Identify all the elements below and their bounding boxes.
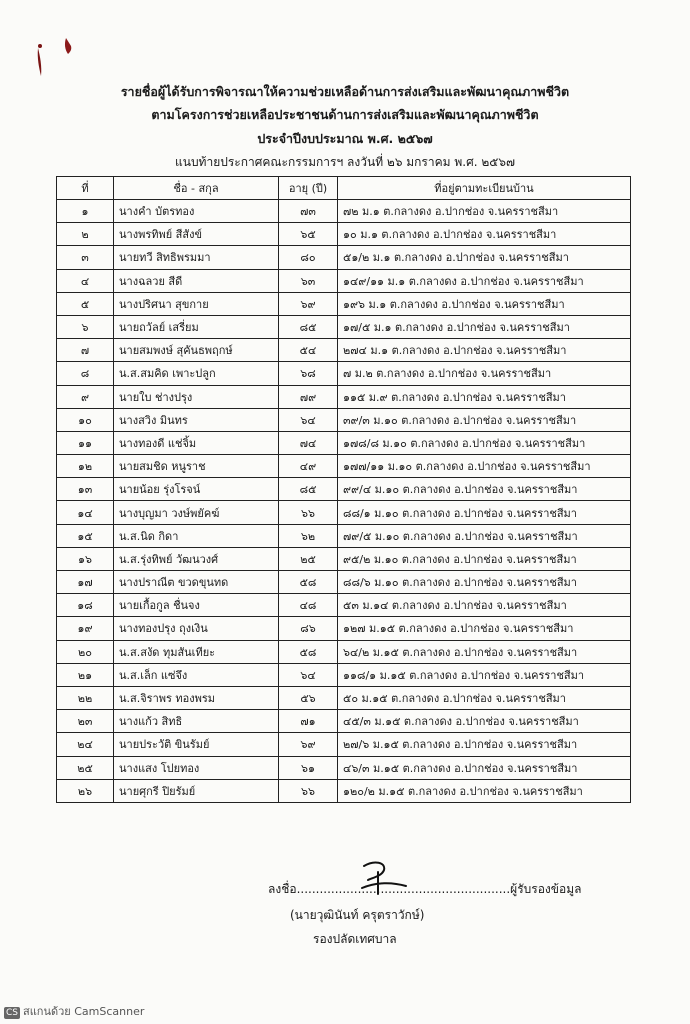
person-name: นางคำ บัตรทอง — [114, 200, 279, 223]
signer-position: รองปลัดเทศบาล — [313, 932, 397, 946]
person-age: ๘๕ — [279, 315, 338, 338]
row-number: ๘ — [57, 362, 114, 385]
person-name: นายประวัติ ขินรัมย์ — [114, 733, 279, 756]
person-address: ๑๗๘/๘ ม.๑๐ ต.กลางดง อ.ปากช่อง จ.นครราชสีมา — [338, 431, 631, 454]
table-row — [57, 594, 631, 617]
person-name: นายใบ ช่างปรุง — [114, 385, 279, 408]
person-age: ๖๖ — [279, 779, 338, 802]
person-address: ๙๙/๔ ม.๑๐ ต.กลางดง อ.ปากช่อง จ.นครราชสีมา — [338, 478, 631, 501]
table-row — [57, 571, 631, 594]
table-row — [57, 385, 631, 408]
person-age: ๘๖ — [279, 617, 338, 640]
table-row — [57, 733, 631, 756]
table-row — [57, 223, 631, 246]
row-number: ๑๖ — [57, 547, 114, 570]
row-number: ๑๙ — [57, 617, 114, 640]
person-age: ๖๘ — [279, 362, 338, 385]
person-address: ๑๔๙/๑๑ ม.๑ ต.กลางดง อ.ปากช่อง จ.นครราชสีมา — [338, 269, 631, 292]
row-number: ๒๑ — [57, 663, 114, 686]
row-number: ๑๔ — [57, 501, 114, 524]
person-age: ๗๙ — [279, 385, 338, 408]
person-age: ๔๙ — [279, 455, 338, 478]
person-name: นางแสง โปยทอง — [114, 756, 279, 779]
person-age: ๖๖ — [279, 501, 338, 524]
person-address: ๓๙/๓ ม.๑๐ ต.กลางดง อ.ปากช่อง จ.นครราชสีมา — [338, 408, 631, 431]
document-subtitle: ตามโครงการช่วยเหลือประชาชนด้านการส่งเสริมและพัฒนาคุณภาพชีวิต — [151, 107, 539, 122]
row-number: ๒๕ — [57, 756, 114, 779]
person-address: ๗๒ ม.๑ ต.กลางดง อ.ปากช่อง จ.นครราชสีมา — [338, 200, 631, 223]
row-number: ๒๐ — [57, 640, 114, 663]
column-header-age: อายุ (ปี) — [279, 177, 338, 200]
table-row — [57, 686, 631, 709]
beneficiary-table — [56, 176, 631, 803]
table-row — [57, 408, 631, 431]
table-row — [57, 315, 631, 338]
person-address: ๑๒๗ ม.๑๕ ต.กลางดง อ.ปากช่อง จ.นครราชสีมา — [338, 617, 631, 640]
table-row — [57, 478, 631, 501]
scanner-watermark-text: สแกนด้วย CamScanner — [23, 1005, 145, 1018]
row-number: ๒๒ — [57, 686, 114, 709]
attachment-note: แนบท้ายประกาศคณะกรรมการฯ ลงวันที่ ๒๖ มกราคม พ.ศ. ๒๕๖๗ — [175, 155, 515, 169]
row-number: ๑๐ — [57, 408, 114, 431]
table-row — [57, 640, 631, 663]
table-row — [57, 756, 631, 779]
person-age: ๗๔ — [279, 431, 338, 454]
table-row — [57, 339, 631, 362]
column-header-number: ที่ — [57, 177, 114, 200]
row-number: ๕ — [57, 292, 114, 315]
row-number: ๑๘ — [57, 594, 114, 617]
signer-name: (นายวุฒินันท์ ครุตราวักษ์) — [290, 908, 425, 922]
person-address: ๑๗/๕ ม.๑ ต.กลางดง อ.ปากช่อง จ.นครราชสีมา — [338, 315, 631, 338]
table-row — [57, 246, 631, 269]
row-number: ๒๔ — [57, 733, 114, 756]
person-address: ๑๐ ม.๑ ต.กลางดง อ.ปากช่อง จ.นครราชสีมา — [338, 223, 631, 246]
signature-line: ลงชื่อ........................................................ผู้รับรองข้อมูล — [268, 882, 582, 896]
person-name: นายเกื้อกูล ชื่นจง — [114, 594, 279, 617]
person-address: ๕๐ ม.๑๕ ต.กลางดง อ.ปากช่อง จ.นครราชสีมา — [338, 686, 631, 709]
person-address: ๘๘/๑ ม.๑๐ ต.กลางดง อ.ปากช่อง จ.นครราชสีมา — [338, 501, 631, 524]
person-name: นายถวัลย์ เสรี่ยม — [114, 315, 279, 338]
person-name: น.ส.สงัด ทุมสันเทียะ — [114, 640, 279, 663]
document-title: รายชื่อผู้ได้รับการพิจารณาให้ความช่วยเหลือด้านการส่งเสริมและพัฒนาคุณภาพชีวิต — [120, 84, 570, 99]
fiscal-year: ประจำปีงบประมาณ พ.ศ. ๒๕๖๗ — [257, 131, 433, 146]
table-row — [57, 362, 631, 385]
person-age: ๔๘ — [279, 594, 338, 617]
person-name: นางบุญมา วงษ์พยัคฆ์ — [114, 501, 279, 524]
table-row — [57, 431, 631, 454]
table-row — [57, 455, 631, 478]
person-address: ๘๘/๖ ม.๑๐ ต.กลางดง อ.ปากช่อง จ.นครราชสีมา — [338, 571, 631, 594]
column-header-address: ที่อยู่ตามทะเบียนบ้าน — [338, 177, 631, 200]
row-number: ๑๑ — [57, 431, 114, 454]
row-number: ๒๖ — [57, 779, 114, 802]
person-address: ๔๖/๓ ม.๑๕ ต.กลางดง อ.ปากช่อง จ.นครราชสีมา — [338, 756, 631, 779]
person-age: ๕๘ — [279, 571, 338, 594]
table-row — [57, 524, 631, 547]
person-name: นายทวี สิทธิพรมมา — [114, 246, 279, 269]
person-name: น.ส.รุ่งทิพย์ วัฒนวงศ์ — [114, 547, 279, 570]
person-name: นางทองดี แช่จิ้ม — [114, 431, 279, 454]
person-age: ๖๓ — [279, 269, 338, 292]
row-number: ๖ — [57, 315, 114, 338]
row-number: ๑๗ — [57, 571, 114, 594]
table-row — [57, 269, 631, 292]
person-age: ๘๐ — [279, 246, 338, 269]
person-name: นายสมพงษ์ สุคันธพฤกษ์ — [114, 339, 279, 362]
table-row — [57, 547, 631, 570]
person-address: ๑๙๖ ม.๑ ต.กลางดง อ.ปากช่อง จ.นครราชสีมา — [338, 292, 631, 315]
person-age: ๖๔ — [279, 408, 338, 431]
scanner-watermark — [4, 1002, 144, 1020]
person-address: ๕๑/๒ ม.๑ ต.กลางดง อ.ปากช่อง จ.นครราชสีมา — [338, 246, 631, 269]
person-age: ๕๘ — [279, 640, 338, 663]
person-name: นางแก้ว สิทธิ — [114, 710, 279, 733]
person-age: ๖๙ — [279, 292, 338, 315]
table-row — [57, 617, 631, 640]
person-name: นางทองปรุง ถุงเงิน — [114, 617, 279, 640]
person-age: ๖๕ — [279, 223, 338, 246]
row-number: ๗ — [57, 339, 114, 362]
table-row — [57, 779, 631, 802]
row-number: ๙ — [57, 385, 114, 408]
person-name: นางปราณีต ขวดขุนทด — [114, 571, 279, 594]
table-row — [57, 501, 631, 524]
row-number: ๑๒ — [57, 455, 114, 478]
person-address: ๒๗/๖ ม.๑๕ ต.กลางดง อ.ปากช่อง จ.นครราชสีมา — [338, 733, 631, 756]
row-number: ๑๕ — [57, 524, 114, 547]
table-row — [57, 663, 631, 686]
row-number: ๒ — [57, 223, 114, 246]
person-name: นางปริศนา สุขกาย — [114, 292, 279, 315]
person-name: น.ส.นิด กิดา — [114, 524, 279, 547]
person-name: น.ส.จิราพร ทองพรม — [114, 686, 279, 709]
person-address: ๗๙/๕ ม.๑๐ ต.กลางดง อ.ปากช่อง จ.นครราชสีมา — [338, 524, 631, 547]
row-number: ๒๓ — [57, 710, 114, 733]
person-address: ๑๒๐/๒ ม.๑๕ ต.กลางดง อ.ปากช่อง จ.นครราชสีมา — [338, 779, 631, 802]
person-age: ๒๕ — [279, 547, 338, 570]
person-age: ๗๓ — [279, 200, 338, 223]
person-address: ๖๔/๒ ม.๑๕ ต.กลางดง อ.ปากช่อง จ.นครราชสีมา — [338, 640, 631, 663]
row-number: ๓ — [57, 246, 114, 269]
ink-mark-decoration — [28, 28, 88, 88]
table-row — [57, 710, 631, 733]
person-name: น.ส.สมคิด เพาะปลูก — [114, 362, 279, 385]
person-address: ๔๕/๓ ม.๑๕ ต.กลางดง อ.ปากช่อง จ.นครราชสีมา — [338, 710, 631, 733]
table-body — [57, 200, 631, 803]
person-name: นางฉลวย สีดี — [114, 269, 279, 292]
person-age: ๘๕ — [279, 478, 338, 501]
person-age: ๕๖ — [279, 686, 338, 709]
person-name: นายศุกรี ปิยรัมย์ — [114, 779, 279, 802]
person-age: ๖๑ — [279, 756, 338, 779]
table-header-row — [57, 177, 631, 200]
person-age: ๖๒ — [279, 524, 338, 547]
person-address: ๒๗๔ ม.๑ ต.กลางดง อ.ปากช่อง จ.นครราชสีมา — [338, 339, 631, 362]
person-age: ๖๙ — [279, 733, 338, 756]
row-number: ๑๓ — [57, 478, 114, 501]
table-row — [57, 292, 631, 315]
row-number: ๑ — [57, 200, 114, 223]
person-address: ๑๗๗/๑๑ ม.๑๐ ต.กลางดง อ.ปากช่อง จ.นครราชสีมา — [338, 455, 631, 478]
person-address: ๑๑๕ ม.๙ ต.กลางดง อ.ปากช่อง จ.นครราชสีมา — [338, 385, 631, 408]
person-age: ๗๑ — [279, 710, 338, 733]
row-number: ๔ — [57, 269, 114, 292]
person-name: นางสวิง มินทร — [114, 408, 279, 431]
person-address: ๕๓ ม.๑๔ ต.กลางดง อ.ปากช่อง จ.นครราชสีมา — [338, 594, 631, 617]
person-address: ๗ ม.๒ ต.กลางดง อ.ปากช่อง จ.นครราชสีมา — [338, 362, 631, 385]
person-address: ๑๑๘/๑ ม.๑๕ ต.กลางดง อ.ปากช่อง จ.นครราชสีมา — [338, 663, 631, 686]
person-name: นางพรทิพย์ สีสังข์ — [114, 223, 279, 246]
camscanner-logo-icon: CS — [6, 1008, 18, 1018]
person-address: ๙๕/๒ ม.๑๐ ต.กลางดง อ.ปากช่อง จ.นครราชสีมา — [338, 547, 631, 570]
column-header-name: ชื่อ - สกุล — [114, 177, 279, 200]
person-name: นายน้อย รุ่งโรจน์ — [114, 478, 279, 501]
person-name: น.ส.เล็ก แซ่จึง — [114, 663, 279, 686]
person-age: ๕๔ — [279, 339, 338, 362]
table-row — [57, 200, 631, 223]
person-age: ๖๔ — [279, 663, 338, 686]
person-name: นายสมชิด หนูราช — [114, 455, 279, 478]
